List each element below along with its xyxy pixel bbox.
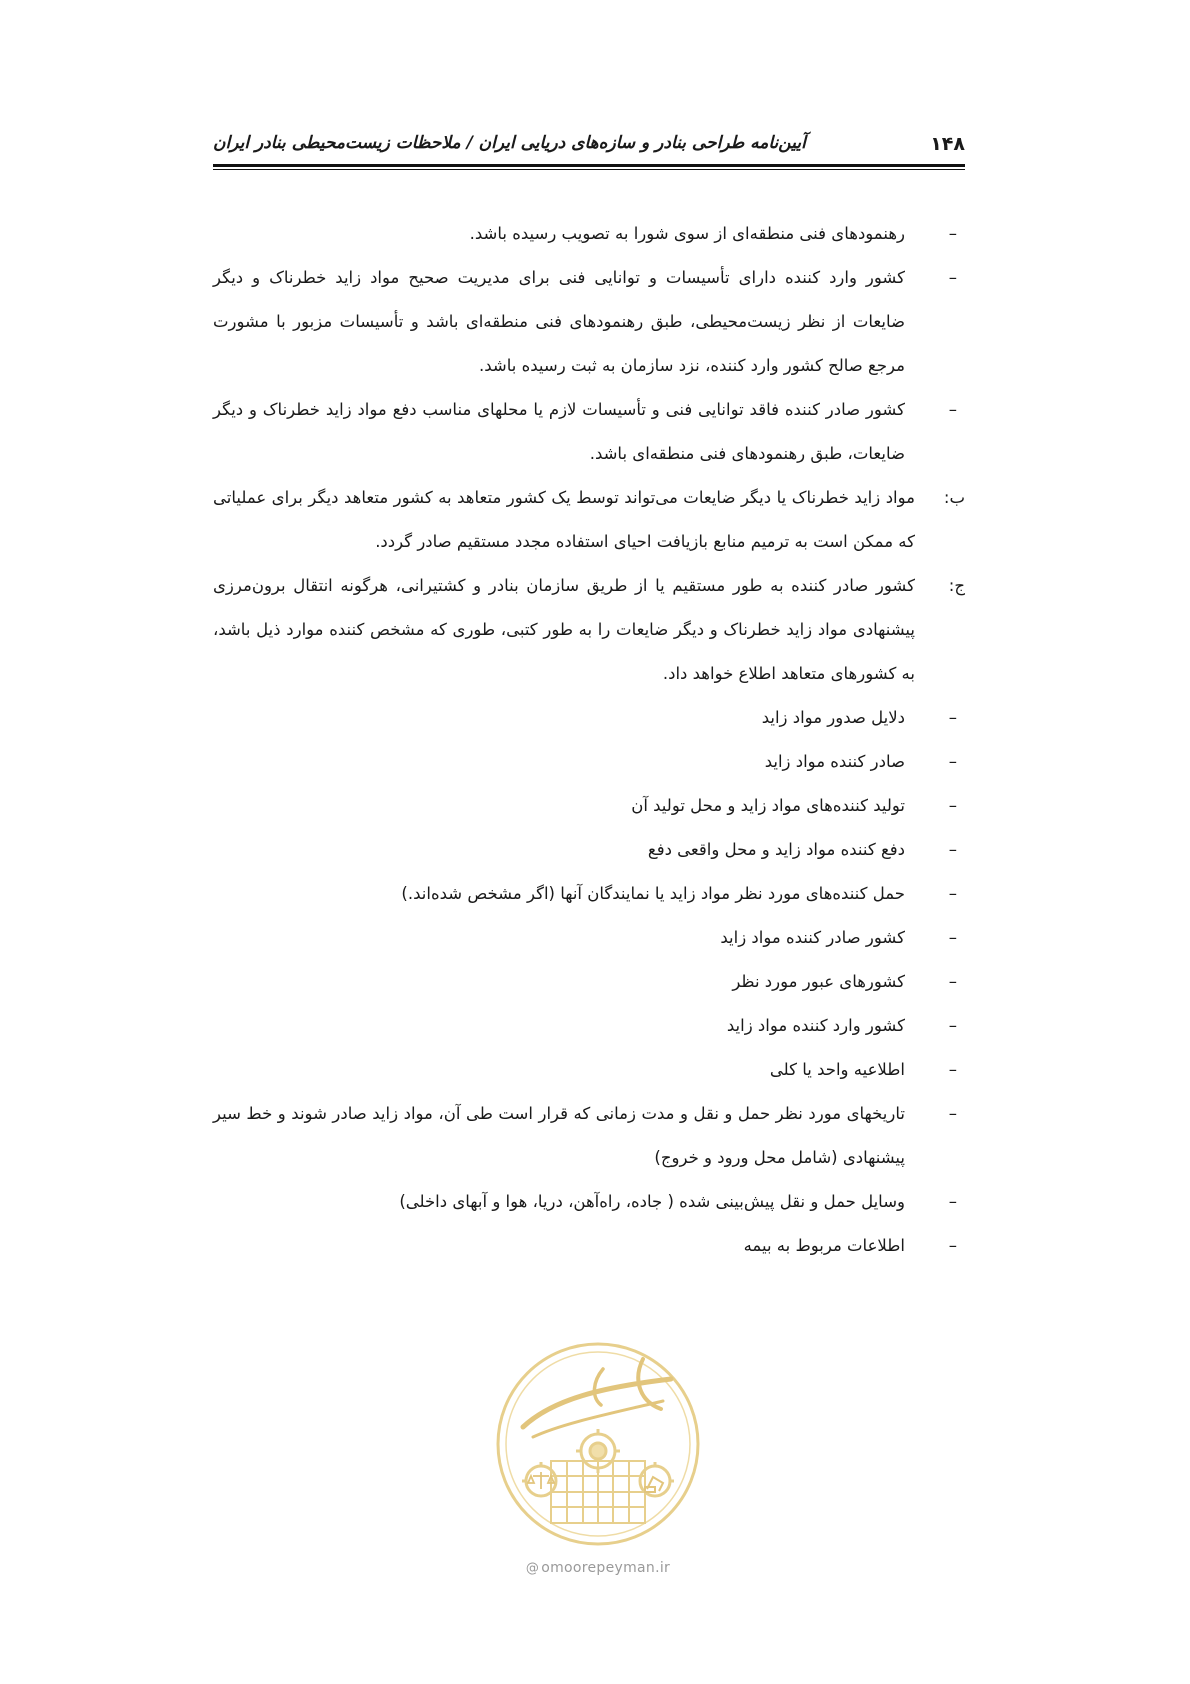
- list-item-text: کشور صادر کننده فاقد توانایی فنی و تأسیسات لازم یا محلهای مناسب دفع مواد زاید خطرناک و دیگر ضایعات، طبق رهنمودهای فنی منطقه‌ای باشد.: [213, 400, 905, 463]
- list-item-text: رهنمودهای فنی منطقه‌ای از سوی شورا به تصویب رسیده باشد.: [469, 224, 905, 243]
- at-icon: @: [525, 1561, 540, 1576]
- dash-marker: –: [948, 268, 957, 287]
- list-item-text: دفع کننده مواد زاید و محل واقعی دفع: [647, 840, 905, 859]
- list-item: [213, 916, 965, 960]
- list-item: [213, 388, 965, 476]
- list-item-text: اطلاعیه واحد یا کلی: [769, 1060, 905, 1079]
- list-item: [213, 828, 965, 872]
- dash-marker: –: [948, 1060, 957, 1079]
- dash-marker: –: [948, 928, 957, 947]
- dash-marker: –: [948, 884, 957, 903]
- list-item-text: وسایل حمل و نقل پیش‌بینی شده ( جاده، راه‌آهن، دریا، هوا و آبهای داخلی): [399, 1192, 905, 1211]
- watermark-seal-logo: [493, 1339, 703, 1549]
- list-item-text: اطلاعات مربوط به بیمه: [743, 1236, 905, 1255]
- list-item-text: تاریخهای مورد نظر حمل و نقل و مدت زمانی که قرار است طی آن، مواد زاید صادر شوند و خط سیر پیشنهادی (شامل محل ورود و خروج): [213, 1104, 905, 1167]
- list-item: [213, 1092, 965, 1180]
- list-item: [213, 1180, 965, 1224]
- list-item: [213, 1224, 965, 1268]
- page-header: [213, 127, 965, 167]
- dash-marker: –: [948, 1236, 957, 1255]
- header-rule-thin: [213, 169, 965, 170]
- dash-marker: –: [948, 708, 957, 727]
- list-item-text: دلایل صدور مواد زاید: [761, 708, 905, 727]
- list-item-text: کشورهای عبور مورد نظر: [732, 972, 905, 991]
- page-number: ۱۴۸: [930, 133, 965, 155]
- list-item: [213, 212, 965, 256]
- paragraph-j: [213, 564, 965, 696]
- list-item: [213, 872, 965, 916]
- list-item-text: تولید کننده‌های مواد زاید و محل تولید آن: [631, 796, 905, 815]
- excavator-icon: [645, 1477, 663, 1492]
- dash-marker: –: [948, 400, 957, 419]
- watermark-url: [498, 1560, 698, 1576]
- list-item-text: حمل کننده‌های مورد نظر مواد زاید یا نمایندگان آنها (اگر مشخص شده‌اند.): [401, 884, 905, 903]
- body-text: [213, 212, 965, 1268]
- list-item: [213, 1048, 965, 1092]
- list-item: [213, 1004, 965, 1048]
- dash-marker: –: [948, 752, 957, 771]
- running-title: آیین‌نامه طراحی بنادر و سازه‌های دریایی ایران / ملاحظات زیست‌محیطی بنادر ایران: [213, 133, 806, 153]
- list-item: [213, 960, 965, 1004]
- list-item-text: کشور وارد کننده دارای تأسیسات و توانایی فنی برای مدیریت صحیح مواد زاید خطرناک و دیگر ضایعات از نظر زیست‌محیطی، طبق رهنمودهای فنی منطقه‌ای باشد و تأسیسات مزبور با مشورت مرجع صالح کشور وارد کننده، نزد سازمان به ثبت رسیده باشد.: [213, 268, 905, 375]
- dash-marker: –: [948, 1104, 957, 1123]
- header-rule-thick: [213, 164, 965, 167]
- list-item: [213, 256, 965, 388]
- paragraph-label: ج:: [948, 576, 965, 595]
- dash-marker: –: [948, 840, 957, 859]
- list-item: [213, 696, 965, 740]
- list-item: [213, 784, 965, 828]
- dash-marker: –: [948, 796, 957, 815]
- list-item-text: صادر کننده مواد زاید: [764, 752, 905, 771]
- calligraphy-stroke: [594, 1369, 603, 1405]
- dash-marker: –: [948, 224, 957, 243]
- watermark-url-text: omoorepeyman.ir: [541, 1560, 671, 1576]
- dash-marker: –: [948, 972, 957, 991]
- dash-marker: –: [948, 1016, 957, 1035]
- paragraph-text: مواد زاید خطرناک یا دیگر ضایعات می‌تواند توسط یک کشور متعاهد به کشور متعاهد دیگر برای عملیاتی که ممکن است به ترمیم منابع بازیافت احیای استفاده مجدد مستقیم صادر گردد.: [213, 488, 915, 551]
- paragraph-text: کشور صادر کننده به طور مستقیم یا از طریق سازمان بنادر و کشتیرانی، هرگونه انتقال برون‌مرزی پیشنهادی مواد زاید خطرناک و دیگر ضایعات را به طور کتبی، طوری که مشخص کننده موارد ذیل باشد، به کشورهای متعاهد اطلاع خواهد داد.: [213, 576, 915, 683]
- list-item: [213, 740, 965, 784]
- paragraph-label: ب:: [943, 488, 965, 507]
- list-item-text: کشور صادر کننده مواد زاید: [720, 928, 905, 947]
- dash-marker: –: [948, 1192, 957, 1211]
- list-item-text: کشور وارد کننده مواد زاید: [726, 1016, 905, 1035]
- paragraph-b: [213, 476, 965, 564]
